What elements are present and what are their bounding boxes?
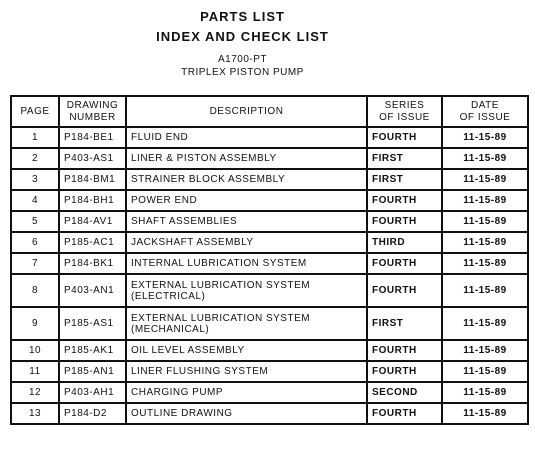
description-cell: POWER END bbox=[126, 190, 367, 211]
description-cell: OUTLINE DRAWING bbox=[126, 403, 367, 424]
series-cell: SECOND bbox=[367, 382, 442, 403]
page-cell: 6 bbox=[11, 232, 59, 253]
series-cell: FOURTH bbox=[367, 211, 442, 232]
description-cell bbox=[126, 274, 367, 307]
description-cell: FLUID END bbox=[126, 127, 367, 148]
description-cell: LINER FLUSHING SYSTEM bbox=[126, 361, 367, 382]
product-name: TRIPLEX PISTON PUMP bbox=[181, 67, 304, 78]
drawing-number-cell: P403-AH1 bbox=[59, 382, 126, 403]
date-cell: 11-15-89 bbox=[442, 361, 528, 382]
table-row bbox=[11, 232, 528, 253]
date-cell: 11-15-89 bbox=[442, 148, 528, 169]
description-column-header bbox=[126, 96, 367, 127]
table-row bbox=[11, 148, 528, 169]
drawing-number-cell: P185-AN1 bbox=[59, 361, 126, 382]
table-header-row bbox=[11, 96, 528, 127]
drawing-number-cell: P403-AS1 bbox=[59, 148, 126, 169]
page-cell: 4 bbox=[11, 190, 59, 211]
table-row bbox=[11, 190, 528, 211]
date-cell: 11-15-89 bbox=[442, 382, 528, 403]
page-cell: 7 bbox=[11, 253, 59, 274]
page-cell: 10 bbox=[11, 340, 59, 361]
page-cell: 3 bbox=[11, 169, 59, 190]
table-row bbox=[11, 382, 528, 403]
date-cell: 11-15-89 bbox=[442, 211, 528, 232]
document-title: PARTS LIST bbox=[200, 9, 285, 24]
drawing-number-cell: P185-AK1 bbox=[59, 340, 126, 361]
table-row bbox=[11, 169, 528, 190]
description-cell: JACKSHAFT ASSEMBLY bbox=[126, 232, 367, 253]
description-line1: EXTERNAL LUBRICATION SYSTEM bbox=[131, 279, 311, 291]
page-cell: 13 bbox=[11, 403, 59, 424]
table-row bbox=[11, 274, 528, 307]
series-column-header bbox=[367, 96, 442, 127]
series-cell: FIRST bbox=[367, 307, 442, 340]
table-row bbox=[11, 127, 528, 148]
series-cell: FOURTH bbox=[367, 361, 442, 382]
date-cell: 11-15-89 bbox=[442, 340, 528, 361]
table-row bbox=[11, 340, 528, 361]
series-cell: FOURTH bbox=[367, 403, 442, 424]
date-cell: 11-15-89 bbox=[442, 274, 528, 307]
description-cell: SHAFT ASSEMBLIES bbox=[126, 211, 367, 232]
page-cell: 9 bbox=[11, 307, 59, 340]
date-column-header bbox=[442, 96, 528, 127]
date-header-line2: OF ISSUE bbox=[459, 111, 511, 123]
description-cell bbox=[126, 307, 367, 340]
table-row bbox=[11, 361, 528, 382]
document-subtitle: INDEX AND CHECK LIST bbox=[156, 29, 329, 44]
description-cell: INTERNAL LUBRICATION SYSTEM bbox=[126, 253, 367, 274]
date-cell: 11-15-89 bbox=[442, 307, 528, 340]
drawing-number-cell: P184-D2 bbox=[59, 403, 126, 424]
date-cell: 11-15-89 bbox=[442, 190, 528, 211]
series-header-line2: OF ISSUE bbox=[379, 111, 430, 123]
page-cell: 11 bbox=[11, 361, 59, 382]
table-row bbox=[11, 253, 528, 274]
series-cell: FIRST bbox=[367, 169, 442, 190]
date-cell: 11-15-89 bbox=[442, 253, 528, 274]
description-line2: (MECHANICAL) bbox=[131, 323, 210, 335]
series-cell: FOURTH bbox=[367, 190, 442, 211]
description-line1: EXTERNAL LUBRICATION SYSTEM bbox=[131, 312, 311, 324]
drawing-header-line1: DRAWING bbox=[66, 99, 119, 111]
date-cell: 11-15-89 bbox=[442, 403, 528, 424]
description-cell: CHARGING PUMP bbox=[126, 382, 367, 403]
page-cell: 8 bbox=[11, 274, 59, 307]
series-cell: FOURTH bbox=[367, 340, 442, 361]
table-row bbox=[11, 211, 528, 232]
page-header-label: PAGE bbox=[20, 105, 50, 117]
drawing-number-column-header bbox=[59, 96, 126, 127]
series-cell: FOURTH bbox=[367, 274, 442, 307]
series-cell: FIRST bbox=[367, 148, 442, 169]
description-header-label: DESCRIPTION bbox=[209, 105, 284, 117]
series-cell: THIRD bbox=[367, 232, 442, 253]
table-row bbox=[11, 307, 528, 340]
drawing-number-cell: P184-BH1 bbox=[59, 190, 126, 211]
page-cell: 2 bbox=[11, 148, 59, 169]
drawing-header-line2: NUMBER bbox=[69, 111, 116, 123]
description-cell: STRAINER BLOCK ASSEMBLY bbox=[126, 169, 367, 190]
series-header-line1: SERIES bbox=[384, 99, 425, 111]
drawing-number-cell: P184-BE1 bbox=[59, 127, 126, 148]
model-number: A1700-PT bbox=[217, 54, 268, 65]
drawing-number-cell: P185-AC1 bbox=[59, 232, 126, 253]
drawing-number-cell: P185-AS1 bbox=[59, 307, 126, 340]
drawing-number-cell: P184-BK1 bbox=[59, 253, 126, 274]
parts-index-table bbox=[10, 95, 529, 425]
drawing-number-cell: P184-AV1 bbox=[59, 211, 126, 232]
page-cell: 12 bbox=[11, 382, 59, 403]
date-cell: 11-15-89 bbox=[442, 169, 528, 190]
series-cell: FOURTH bbox=[367, 127, 442, 148]
drawing-number-cell: P403-AN1 bbox=[59, 274, 126, 307]
description-cell: LINER & PISTON ASSEMBLY bbox=[126, 148, 367, 169]
page-column-header bbox=[11, 96, 59, 127]
drawing-number-cell: P184-BM1 bbox=[59, 169, 126, 190]
series-cell: FOURTH bbox=[367, 253, 442, 274]
page-cell: 1 bbox=[11, 127, 59, 148]
description-cell: OIL LEVEL ASSEMBLY bbox=[126, 340, 367, 361]
page-cell: 5 bbox=[11, 211, 59, 232]
date-cell: 11-15-89 bbox=[442, 232, 528, 253]
description-line2: (ELECTRICAL) bbox=[131, 290, 206, 302]
date-header-line1: DATE bbox=[471, 99, 499, 111]
table-row bbox=[11, 403, 528, 424]
date-cell: 11-15-89 bbox=[442, 127, 528, 148]
